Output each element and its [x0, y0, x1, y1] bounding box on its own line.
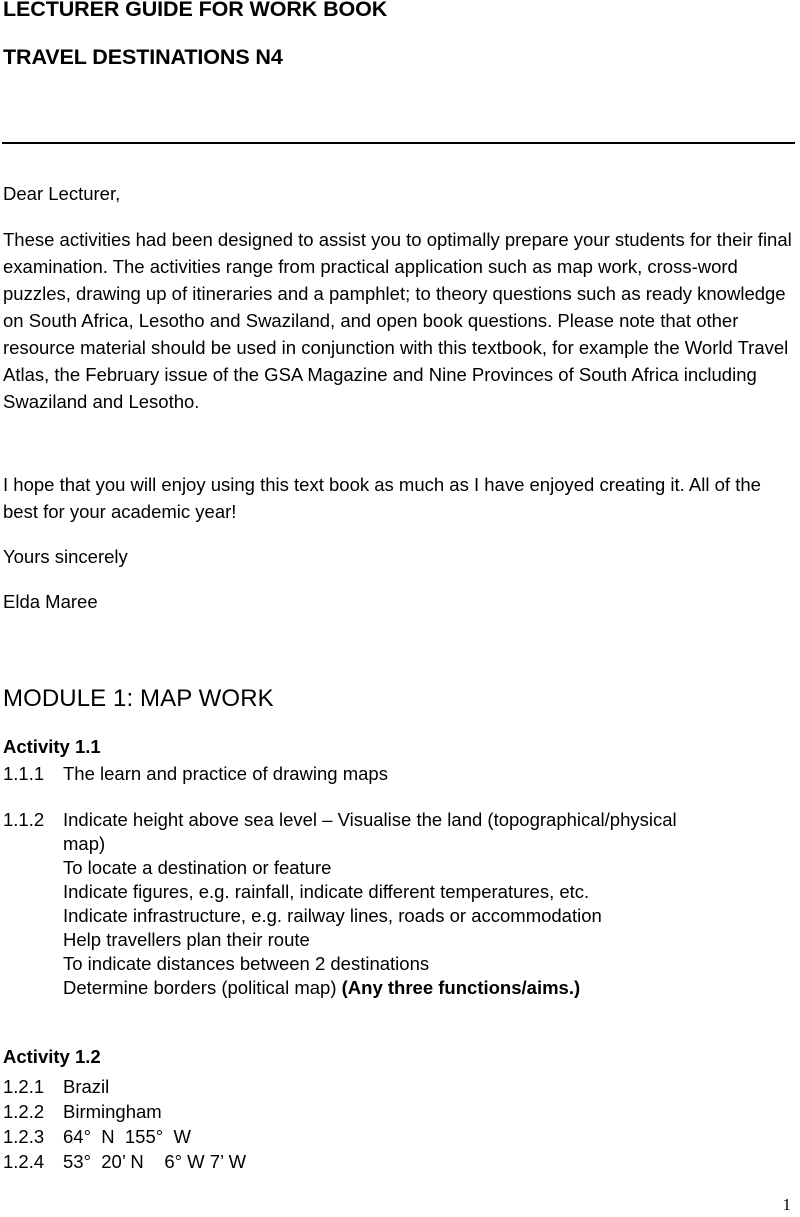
letter-signature: Elda Maree — [3, 590, 98, 612]
page-number: 1 — [782, 1195, 791, 1214]
document-title-line-1: LECTURER GUIDE FOR WORK BOOK — [3, 0, 388, 21]
header-divider-rule — [2, 142, 795, 144]
item-1-2-1-text: Brazil — [63, 1076, 110, 1097]
item-1-1-2-line: Help travellers plan their route — [63, 929, 310, 950]
item-1-1-2-line-final — [63, 976, 792, 1000]
activity-1-2-heading: Activity 1.2 — [3, 1045, 101, 1067]
item-1-2-4-text: 53° 20’ N 6° W 7’ W — [63, 1151, 247, 1172]
letter-paragraph-1: These activities had been designed to assist you to optimally prepare your students for their final examination. The activities range from practical application such as map work, cross-word puzzles, drawing up of itineraries and a pamphlet; to theory questions such as ready knowledge on South Africa, Lesotho and Swaziland, and open book questions. Please note that other resource material should be used in conjunction with this textbook, for example the World Travel Atlas, the February issue of the GSA Magazine and Nine Provinces of South Africa including Swaziland and Lesotho. — [3, 228, 792, 412]
item-1-2-4 — [3, 1149, 246, 1174]
item-1-1-1-text: The learn and practice of drawing maps — [63, 763, 388, 784]
item-1-1-2-bold-note: (Any three functions/aims.) — [341, 977, 581, 998]
item-1-1-2-line: To indicate distances between 2 destinations — [63, 953, 430, 974]
item-1-2-1-number: 1.2.1 — [3, 1076, 45, 1097]
item-1-1-2-line: To locate a destination or feature — [63, 857, 332, 878]
item-1-2-2 — [3, 1099, 246, 1124]
activity-1-1-heading: Activity 1.1 — [3, 735, 101, 757]
item-1-2-3-text: 64° N 155° W — [63, 1126, 191, 1147]
module-heading: MODULE 1: MAP WORK — [3, 684, 274, 712]
letter-closing: Yours sincerely — [3, 545, 128, 567]
letter-salutation: Dear Lecturer, — [3, 182, 121, 204]
item-1-1-2-line: Indicate height above sea level – Visualise the land (topographical/physical — [63, 809, 677, 830]
item-1-1-1-number: 1.1.1 — [3, 763, 45, 784]
item-1-2-2-text: Birmingham — [63, 1101, 162, 1122]
item-1-2-2-number: 1.2.2 — [3, 1101, 45, 1122]
item-1-1-1 — [3, 762, 792, 786]
item-1-2-3-number: 1.2.3 — [3, 1126, 45, 1147]
item-1-2-1 — [3, 1074, 246, 1099]
item-1-1-2 — [3, 808, 792, 1000]
activity-1-2-list — [3, 1074, 246, 1174]
item-1-1-2-line: Indicate infrastructure, e.g. railway lines, roads or accommodation — [63, 905, 602, 926]
item-1-1-2-line: Indicate figures, e.g. rainfall, indicate different temperatures, etc. — [63, 881, 590, 902]
letter-paragraph-2: I hope that you will enjoy using this text book as much as I have enjoyed creating it. All of the best for your academic year! — [3, 473, 761, 522]
item-1-1-2-number: 1.1.2 — [3, 809, 45, 830]
item-1-1-2-lines — [63, 808, 792, 1000]
item-1-1-2-line: map) — [63, 833, 106, 854]
item-1-1-2-line-final-text: Determine borders (political map) — [63, 977, 342, 998]
item-1-2-3 — [3, 1124, 246, 1149]
document-title-line-2: TRAVEL DESTINATIONS N4 — [3, 45, 283, 69]
item-1-2-4-number: 1.2.4 — [3, 1151, 45, 1172]
